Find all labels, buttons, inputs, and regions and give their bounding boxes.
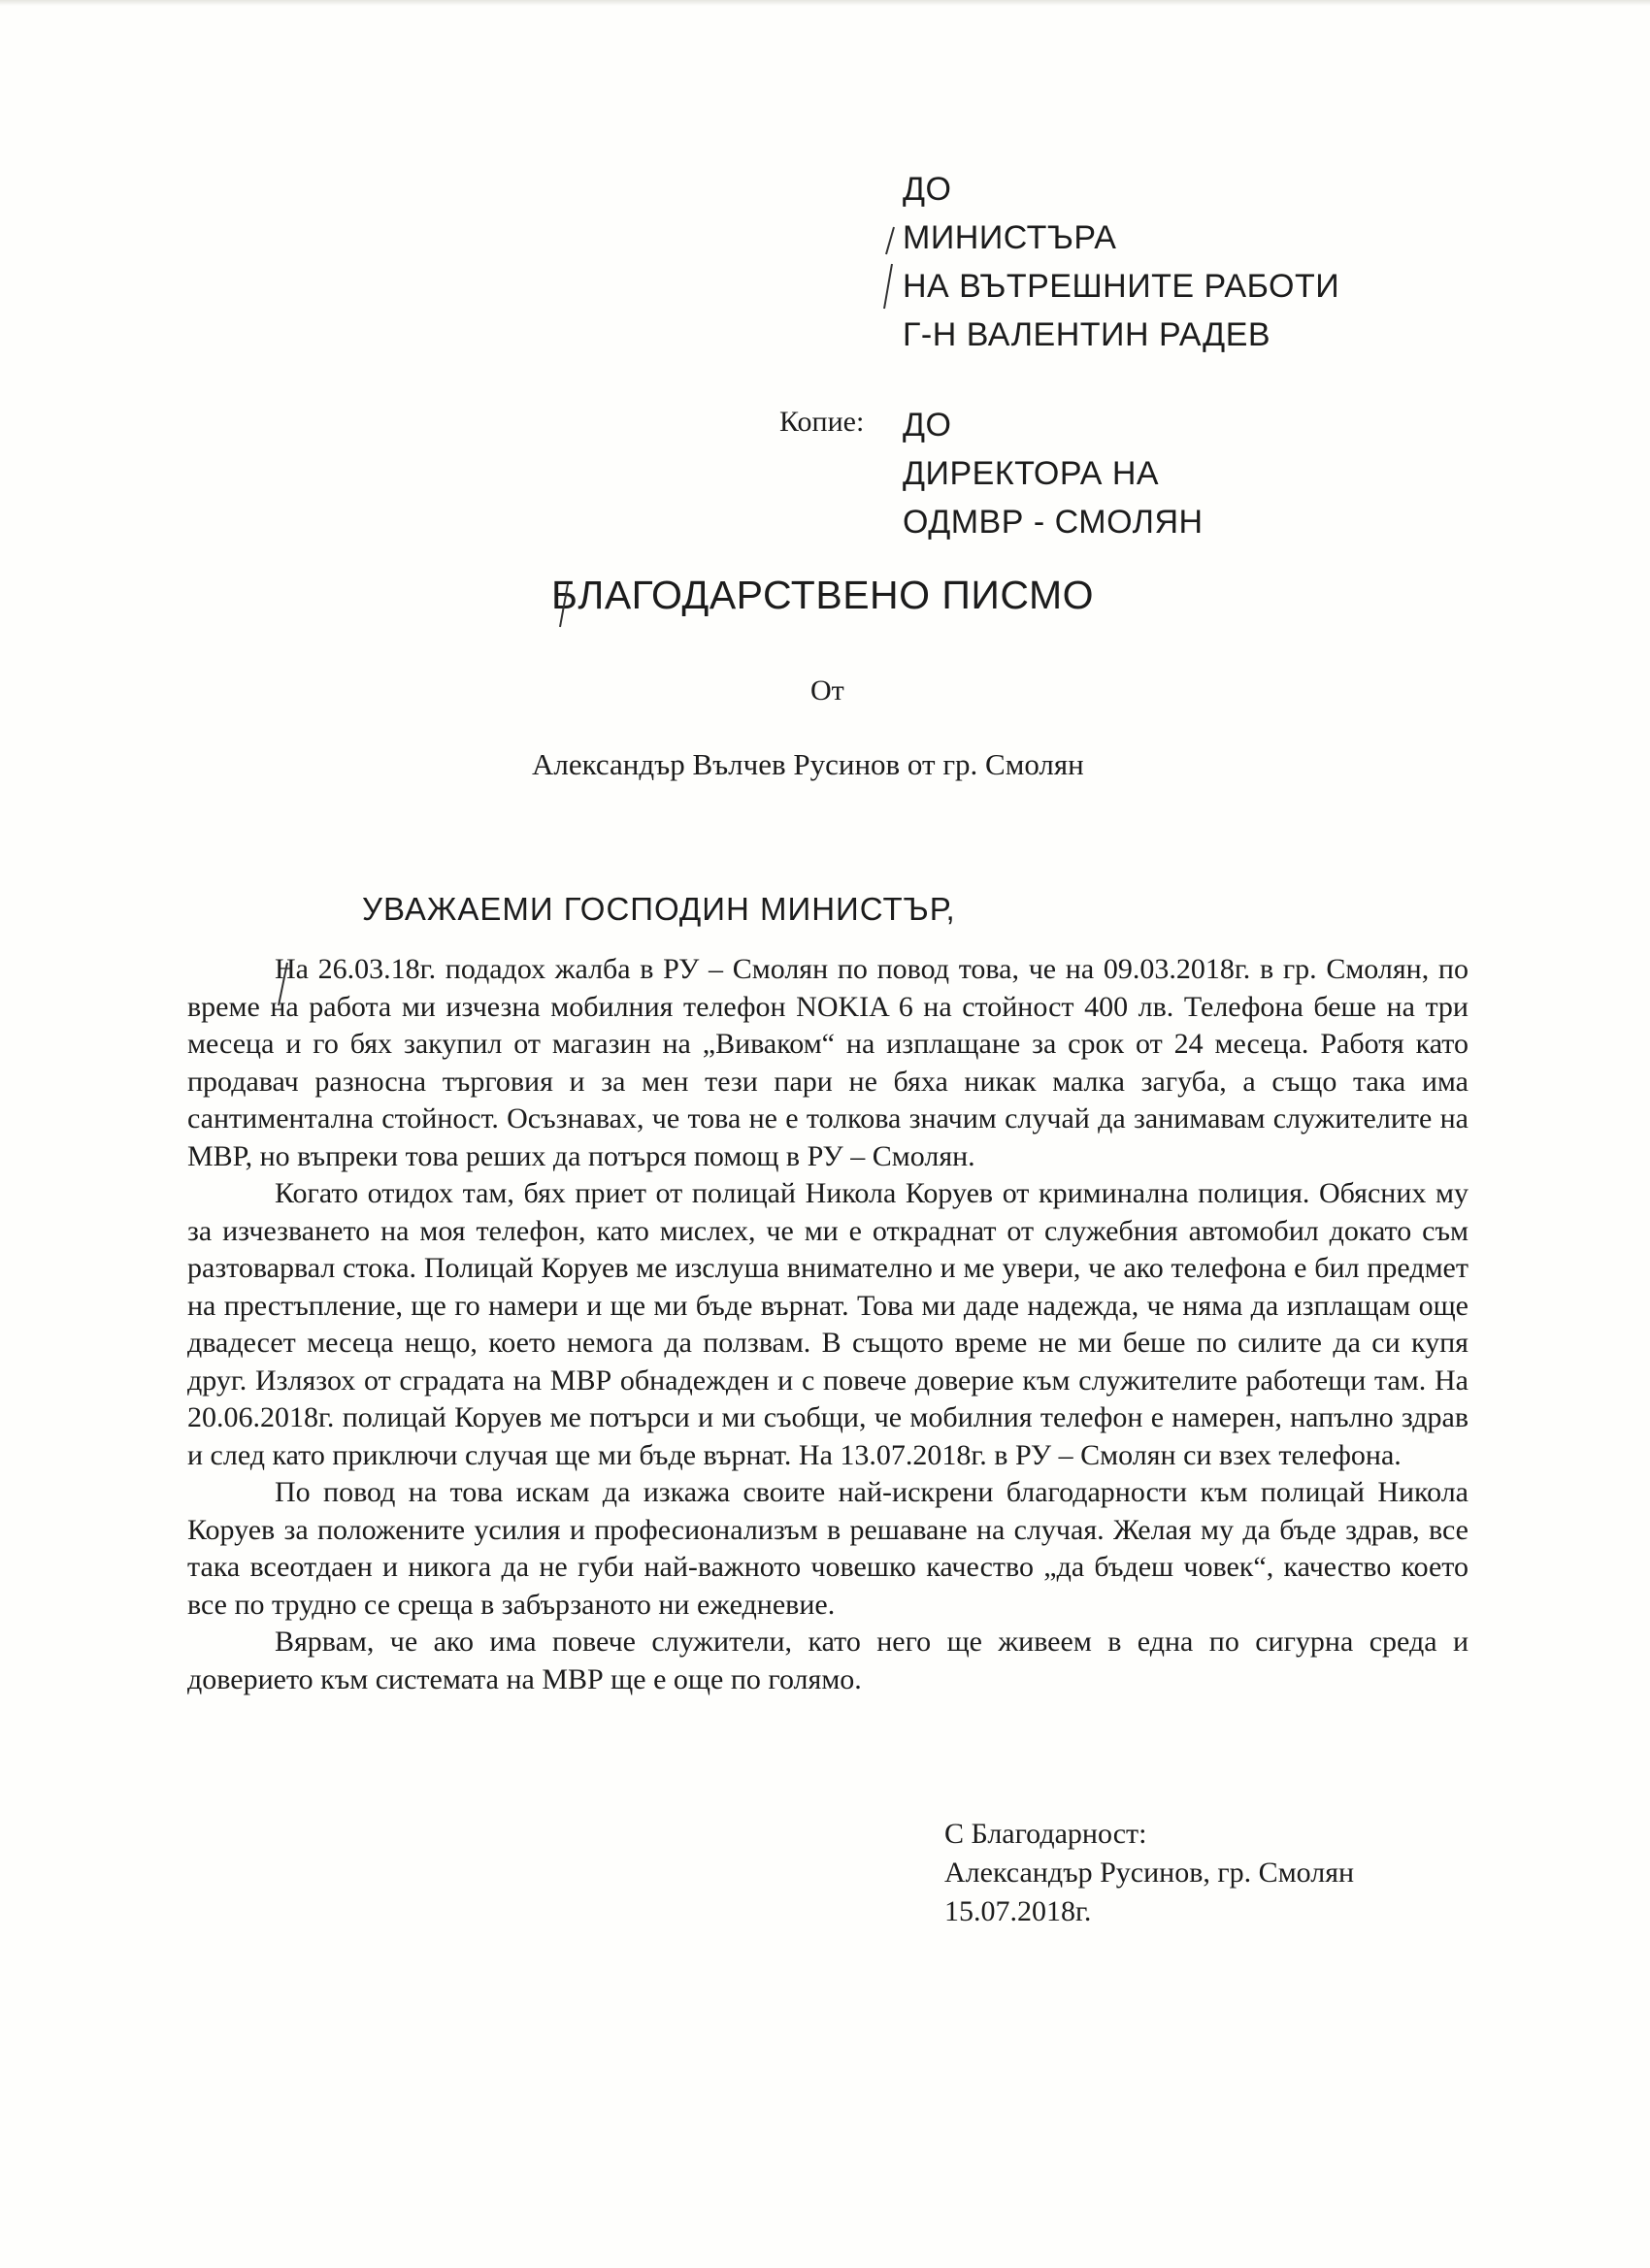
recipient-line-3: Г-Н ВАЛЕНТИН РАДЕВ	[903, 316, 1271, 353]
recipient-to: ДО	[903, 171, 952, 208]
copy-line-2: ОДМВР - СМОЛЯН	[903, 504, 1204, 541]
paragraph-1: На 26.03.18г. подадох жалба в РУ – Смолян по повод това, че на 09.03.2018г. в гр. Смолян, по време на работа ми изчезна мобилния телефон NOKIA 6 на стойност 400 лв. Телефона беше на три месеца и го бях закупил от магазин на „Виваком“ на изплащане за срок от 24 месеца. Работя като продавач разносна търговия и за мен тези пари не бяха никак малка загуба, а също така има сантиментална стойност. Осъзнавах, че това не е толкова значим случай да занимавам служителите на МВР, но въпреки това реших да потърся помощ в РУ – Смолян.	[187, 953, 1468, 1172]
scan-edge	[0, 0, 1650, 6]
paragraph-2: Когато отидох там, бях приет от полицай Никола Коруев от криминална полиция. Обясних му за изчезването на моя телефон, като мислех, че ми е откраднат от служебния автомобил докато съм разтоварвал стока. Полицай Коруев ме изслуша внимателно и ме увери, че ако телефона е бил предмет на престъпление, ще го намери и ще ми бъде върнат. Това ми даде надежда, че няма да изплащам още двадесет месеца нещо, което немога да ползвам. В същото време не ми беше по силите да си купя друг. Излязох от сградата на МВР обнадежден и с повече доверие към служителите работещи там. На 20.06.2018г. полицай Коруев ме потърси и ми съобщи, че мобилния телефон е намерен, напълно здрав и след като приключи случая ще ми бъде върнат. На 13.07.2018г. в РУ – Смолян си взех телефона.	[187, 1177, 1468, 1471]
copy-label: Копие:	[779, 406, 865, 438]
recipient-line-1: МИНИСТЪРА	[903, 219, 1117, 256]
copy-line-1: ДИРЕКТОРА НА	[903, 455, 1160, 492]
letter-body	[187, 951, 1468, 1698]
copy-recipient-address	[903, 401, 1204, 546]
closing-block	[944, 1815, 1354, 1931]
closing-name: Александър Русинов, гр. Смолян	[944, 1857, 1355, 1889]
from-label: От	[810, 674, 844, 707]
recipient-line-2: НА ВЪТРЕШНИТЕ РАБОТИ	[903, 268, 1340, 305]
salutation: УВАЖАЕМИ ГОСПОДИН МИНИСТЪР,	[362, 891, 956, 927]
closing-greeting: С Благодарност:	[944, 1818, 1147, 1850]
letter-title: БЛАГОДАРСТВЕНО ПИСМО	[551, 573, 1095, 617]
paragraph-3: По повод на това искам да изкажа своите най-искрени благодарности към полицай Никола Коруев за положените усилия и професионализъм в решаване на случая. Желая му да бъде здрав, все така всеотдаен и никога да не губи най-важното човешко качество „да бъдеш човек“, качество което все по трудно се среща в забързаното ни ежедневие.	[187, 1476, 1468, 1621]
sender-line: Александър Вълчев Русинов от гр. Смолян	[532, 747, 1084, 781]
copy-to: ДО	[903, 407, 952, 444]
handwritten-tick-mark	[880, 225, 900, 312]
closing-date: 15.07.2018г.	[944, 1895, 1092, 1927]
recipient-address	[903, 165, 1339, 359]
paragraph-4: Вярвам, че ако има повече служители, като него ще живеем в една по сигурна среда и доверието към системата на МВР ще е още по голямо.	[187, 1626, 1468, 1695]
